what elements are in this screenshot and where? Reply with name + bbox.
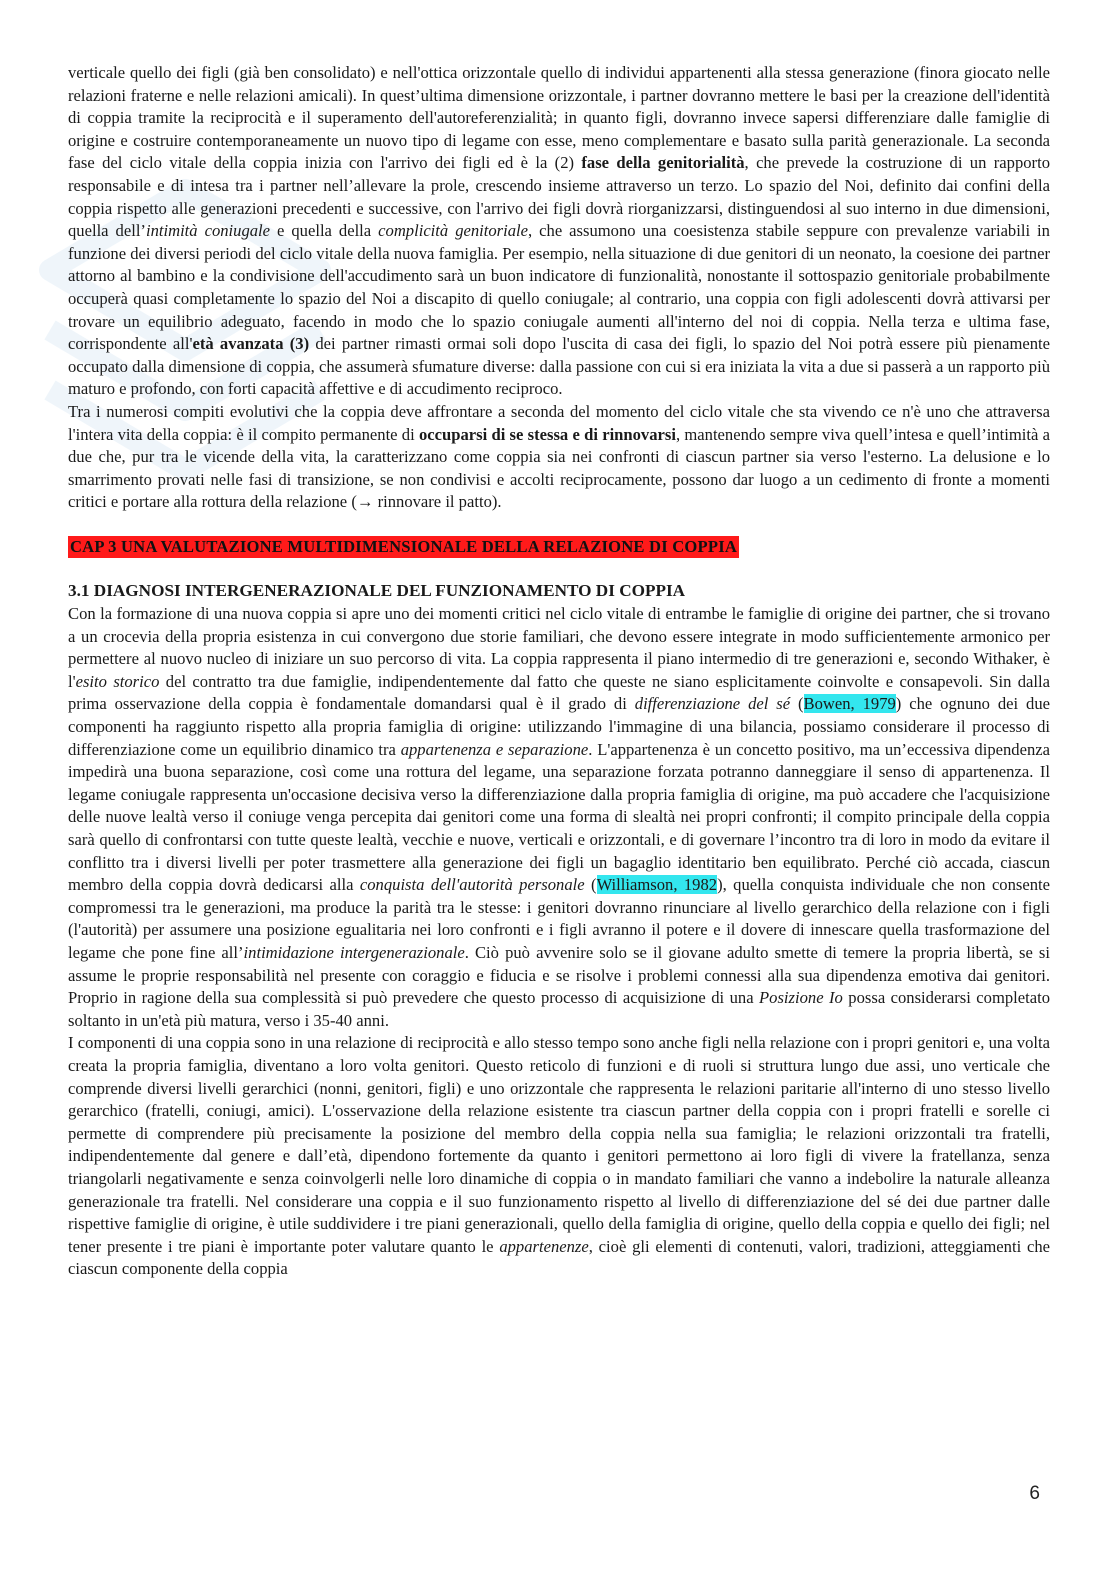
italic-term: appartenenze bbox=[499, 1236, 589, 1256]
page-number: 6 bbox=[1029, 1483, 1040, 1504]
italic-term: intimidazione intergenerazionale bbox=[243, 942, 465, 962]
italic-term: complicità genitoriale bbox=[378, 221, 529, 241]
paragraph: Con la formazione di una nuova coppia si apre uno dei momenti critici nel ciclo vitale di entrambe le famiglie di origine dei partner, che si trovano a un crocevia della propria esistenza in cui convergono due storie familiari, che devono essere integrate in modo sufficientemente armonico per permettere al nuovo nucleo di iniziare un suo percorso di vita. La coppia rappresenta il piano intermedio di tre generazioni e, secondo Withaker, è l'esito storico del contratto tra due famiglie, indipendentemente dal fatto che queste ne siano esplicitamente coinvolte e consapevoli. Sin dalla prima osservazione della coppia è fondamentale domandarsi qual è il grado di differenziazione del sé (Bowen, 1979) che ognuno dei due componenti ha raggiunto rispetto alla propria famiglia di origine: utilizzando l'immagine di una bilancia, possiamo considerare il processo di differenziazione come un equilibrio dinamico tra appartenenza e separazione. L'appartenenza è un concetto positivo, ma un’eccessiva dipendenza impedirà una buona separazione, così come una rottura del legame, una separazione forzata potranno danneggiare il senso di appartenenza. Il legame coniugale rappresenta un'occasione decisiva verso la differenziazione dalla propria famiglia di origine, ma può accadere che l'acquisizione delle nuove lealtà verso il coniuge venga percepita dai genitori come una forma di slealtà nei propri confronti; il compito principale della coppia sarà quello di confrontarsi con tutte queste lealtà, vecchie e nuove, verticali e orizzontali, e di governare l’incontro tra di loro in modo da evitare il conflitto tra i diversi livelli per poter trasmettere alla generazione dei figli un bagaglio identitario ben equilibrato. Perché ciò accada, ciascun membro della coppia dovrà dedicarsi alla conquista dell'autorità personale (Williamson, 1982), quella conquista individuale che non consente compromessi tra le generazioni, ma produce la parità tra le stesse: i genitori dovranno rinunciare al livello gerarchico della relazione con i figli (l'autorità) per assumere una posizione egualitaria nei loro confronti e i figli avranno il potere e il dovere di innescare quella trasformazione del legame che pone fine all’intimidazione intergenerazionale. Ciò può avvenire solo se il giovane adulto smette di temere la propria libertà, se si assume le proprie responsabilità nel presente con coraggio e fiducia e se risolve i problemi connessi alla sua dipendenza emotiva dai genitori. Proprio in ragione della sua complessità si può prevedere che questo processo di acquisizione di una Posizione Io possa considerarsi completato soltanto in un'età più matura, verso i 35-40 anni. bbox=[68, 604, 1051, 1030]
italic-term: appartenenza e separazione bbox=[400, 739, 589, 759]
chapter-heading: CAP 3 UNA VALUTAZIONE MULTIDIMENSIONALE DELLA RELAZIONE DI COPPIA bbox=[68, 536, 1050, 559]
paragraph: Tra i numerosi compiti evolutivi che la coppia deve affrontare a seconda del momento del ciclo vitale che sta vivendo ce n'è uno che attraversa l'intera vita della coppia: è il compito permanente di occuparsi di se stessa e di rinnovarsi, mantenendo sempre viva quell’intesa e quell’intimità a due che, pur tra le vicende della vita, la caratterizzano come coppia sia nei confronti di ciascun partner sia verso l'esterno. La delusione e lo smarrimento provati nelle fasi di transizione, se non condivisi e accolti reciprocamente, possono dar luogo a un cedimento di fronte a momenti critici e portare alla rottura della relazione (→ rinnovare il patto). bbox=[68, 401, 1051, 512]
paragraph: I componenti di una coppia sono in una relazione di reciprocità e allo stesso tempo sono anche figli nella relazione con i propri genitori e, una volta creata la propria famiglia, diventano a loro volta genitori. Questo reticolo di funzioni e di ruoli si struttura lungo due assi, uno verticale che comprende diversi livelli gerarchici (nonni, genitori, figli) e uno orizzontale che rappresenta le relazioni paritarie all'interno di uno stesso livello gerarchico (fratelli, coniugi, amici). L'osservazione della relazione esistente tra ciascun partner della coppia con i propri fratelli e sorelle ci permette di comprendere più precisamente la posizione del membro della coppia nella sua famiglia; le relazioni orizzontali tra fratelli, indipendentemente dal genere e dall’età, dipendono fortemente da quanto i genitori permettono ai loro figli di vivere la fratellanza, senza triangolarli negativamente e senza coinvolgerli nelle loro dinamiche di coppia o in mandato familiari che vanno a indebolire la naturale alleanza generazionale tra fratelli. Nel considerare una coppia e il suo funzionamento rispetto al livello di differenziazione del sé dei due partner dalle rispettive famiglie di origine, è utile suddividere i tre piani generazionali, quello della famiglia di origine, quello della coppia e quello dei figli; nel tener presente i tre piani è importante poter valutare quanto le appartenenze, cioè gli elementi di contenuti, valori, tradizioni, atteggiamenti che ciascun componente della coppia bbox=[68, 1033, 1050, 1279]
paragraph: verticale quello dei figli (già ben consolidato) e nell'ottica orizzontale quello di individui appartenenti alla stessa generazione (finora giocato nelle relazioni fraterne e nelle relazioni amicali). In quest’ultima dimensione orizzontale, i partner dovranno mettere le basi per la creazione dell'identità di coppia tramite la reciprocità e il superamento dell'autoreferenzialità; in quanto figli, dovranno invece sapersi differenziare dalle famiglie di origine e costruire contemporaneamente un nuovo tipo di legame con esse, meno complementare e basato sulla parità generazionale. La seconda fase del ciclo vitale della coppia inizia con l'arrivo dei figli ed è la (2) fase della genitorialità, che prevede la costruzione di un rapporto responsabile e di intesa tra i partner nell’allevare la prole, crescendo insieme attraverso un terzo. Lo spazio del Noi, definito dai confini della coppia rispetto alle generazioni precedenti e successive, con l'arrivo dei figli dovrà riorganizzarsi, distinguendosi al suo interno in due dimensioni, quella dell’intimità coniugale e quella della complicità genitoriale, che assumono una coesistenza stabile seppure con prevalenze variabili in funzione dei diversi periodi del ciclo vitale della nuova famiglia. Per esempio, nella situazione di due genitori di un neonato, la coesione dei partner attorno al bambino e la condivisione dell'accudimento sarà un buon indicatore di funzionalità, nonostante il sottospazio genitoriale probabilmente occuperà quasi completamente lo spazio del Noi a discapito di quello coniugale; al contrario, una coppia con figli adolescenti dovrà attivarsi per trovare un equilibrio adeguato, facendo in modo che lo spazio coniugale aumenti all'interno del noi di coppia. Nella terza e ultima fase, corrispondente all'età avanzata (3) dei partner rimasti ormai soli dopo l'uscita di casa dei figli, lo spazio del Noi potrà essere più pienamente occupato dalla dimensione di coppia, che assumerà sfumature diverse: dalla passione con cui si era iniziata la vita a due si passerà a un rapporto più maturo e profondo, con forti capacità affettive e di accudimento reciproco. bbox=[68, 63, 1050, 399]
italic-term: esito storico bbox=[75, 671, 160, 691]
bold-term: età avanzata (3) bbox=[192, 334, 310, 354]
citation-highlight: Williamson, 1982 bbox=[596, 875, 718, 895]
italic-term: conquista dell'autorità personale bbox=[359, 875, 585, 895]
arrow-icon: → bbox=[356, 492, 374, 512]
document-body bbox=[68, 62, 1050, 1281]
italic-term: intimità coniugale bbox=[145, 221, 271, 241]
italic-term: Posizione Io bbox=[759, 988, 843, 1008]
bold-term: fase della genitorialità bbox=[581, 153, 745, 173]
citation-highlight: Bowen, 1979 bbox=[803, 694, 896, 714]
bold-term: occuparsi di se stessa e di rinnovarsi bbox=[418, 424, 676, 444]
italic-term: differenziazione del sé bbox=[634, 694, 791, 714]
section-heading: 3.1 DIAGNOSI INTERGENERAZIONALE DEL FUNZIONAMENTO DI COPPIA bbox=[68, 581, 686, 601]
